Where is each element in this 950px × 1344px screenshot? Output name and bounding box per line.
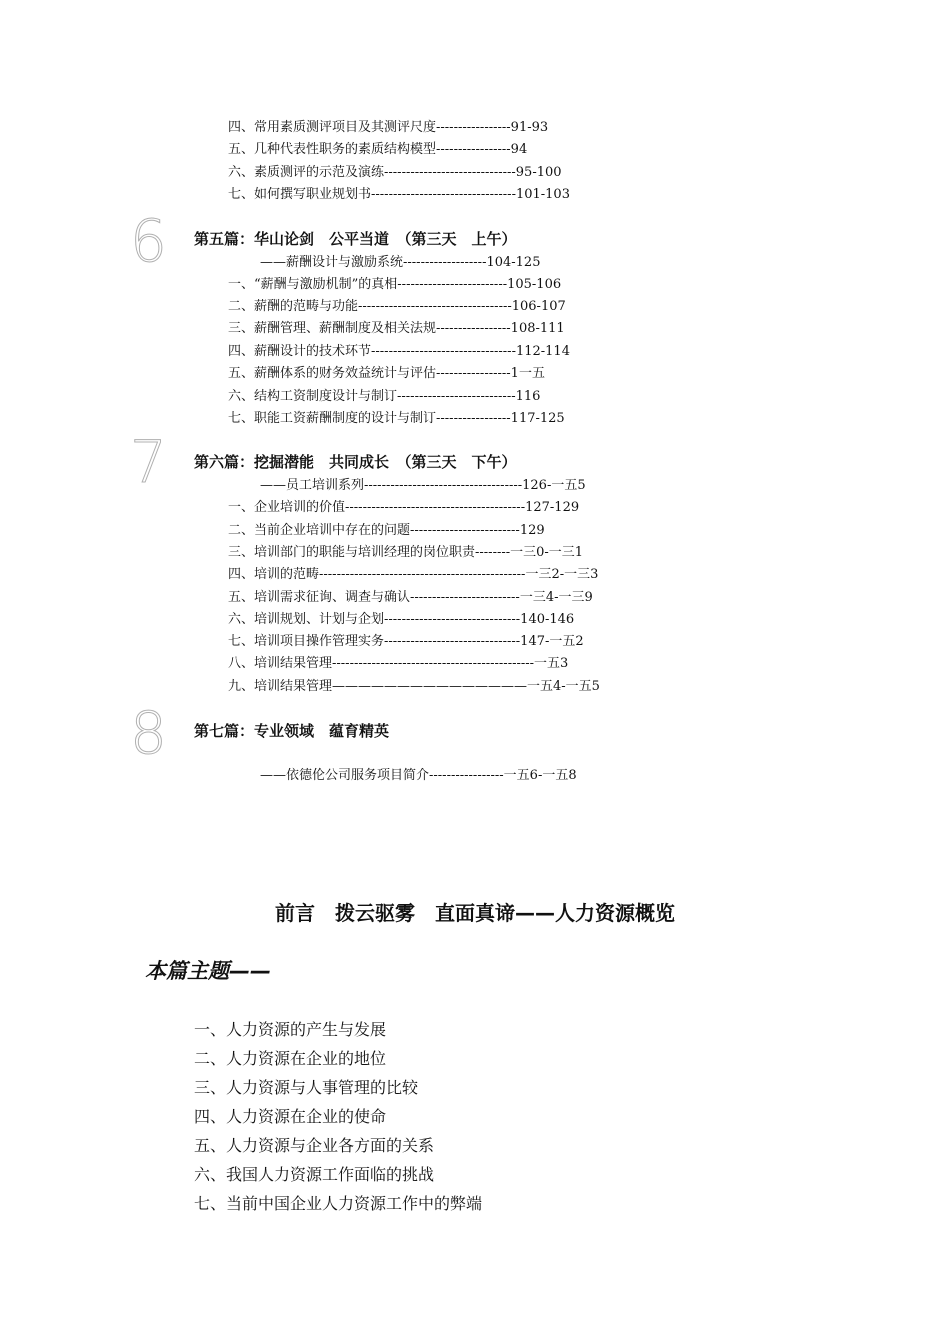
toc-line: 四、常用素质测评项目及其测评尺度-----------------91-93 [228,120,549,135]
toc-line: 七、培训项目操作管理实务-------------------------------147-一五2 [228,634,584,649]
part-subtitle: ——员工培训系列------------------------------------126-一五5 [260,478,586,493]
theme-item: 一、人力资源的产生与发展 [194,1020,387,1039]
toc-line: 八、培训结果管理----------------------------------------------一五3 [228,656,569,671]
part-number-badge: 8 [130,699,167,767]
part-subtitle: ——依德伦公司服务项目简介-----------------一五6-一五8 [260,768,577,783]
theme-item: 四、人力资源在企业的使命 [194,1107,387,1126]
toc-line: 二、当前企业培训中存在的问题-------------------------129 [228,523,545,538]
toc-line: 四、薪酬设计的技术环节---------------------------------112-114 [228,344,570,359]
toc-line: 五、几种代表性职务的素质结构模型-----------------94 [228,142,528,157]
toc-line: 三、培训部门的职能与培训经理的岗位职责--------一三0-一三1 [228,545,584,560]
toc-line: 五、薪酬体系的财务效益统计与评估-----------------1一五 [228,366,545,381]
part-title: 第五篇：华山论剑 公平当道 （第三天 上午） [194,230,517,248]
part-subtitle: ——薪酬设计与激励系统-------------------104-125 [260,255,541,270]
theme-heading: 本篇主题—— [145,959,271,983]
toc-line: 六、结构工资制度设计与制订---------------------------116 [228,389,541,404]
toc-line: 六、素质测评的示范及演练------------------------------95-100 [228,165,562,180]
toc-line: 六、培训规划、计划与企划-------------------------------140-146 [228,612,575,627]
toc-line: 三、薪酬管理、薪酬制度及相关法规-----------------108-111 [228,321,565,336]
toc-line: 七、如何撰写职业规划书---------------------------------101-103 [228,187,570,202]
preface-title: 前言 拨云驱雾 直面真谛——人力资源概览 [275,901,675,925]
part-title: 第七篇：专业领域 蕴育精英 [194,722,390,740]
part-number-badge: 6 [130,207,167,275]
toc-line: 九、培训结果管理———————————————一五4-一五5 [228,679,600,694]
toc-line: 一、企业培训的价值-----------------------------------------127-129 [228,500,580,515]
part-title: 第六篇：挖掘潜能 共同成长 （第三天 下午） [194,453,517,471]
theme-item: 五、人力资源与企业各方面的关系 [194,1136,435,1155]
theme-item: 六、我国人力资源工作面临的挑战 [194,1165,435,1184]
toc-line: 二、薪酬的范畴与功能-----------------------------------106-107 [228,299,566,314]
toc-line: 七、职能工资薪酬制度的设计与制订-----------------117-125 [228,411,565,426]
theme-item: 三、人力资源与人事管理的比较 [194,1078,419,1097]
part-number-badge: 7 [130,428,167,496]
toc-line: 四、培训的范畴-----------------------------------------------一三2-一三3 [228,567,599,582]
theme-item: 七、当前中国企业人力资源工作中的弊端 [194,1194,483,1213]
theme-item: 二、人力资源在企业的地位 [194,1049,387,1068]
toc-line: 一、“薪酬与激励机制”的真相-------------------------105-106 [228,277,562,292]
toc-line: 五、培训需求征询、调查与确认-------------------------一三4-一三9 [228,590,593,605]
